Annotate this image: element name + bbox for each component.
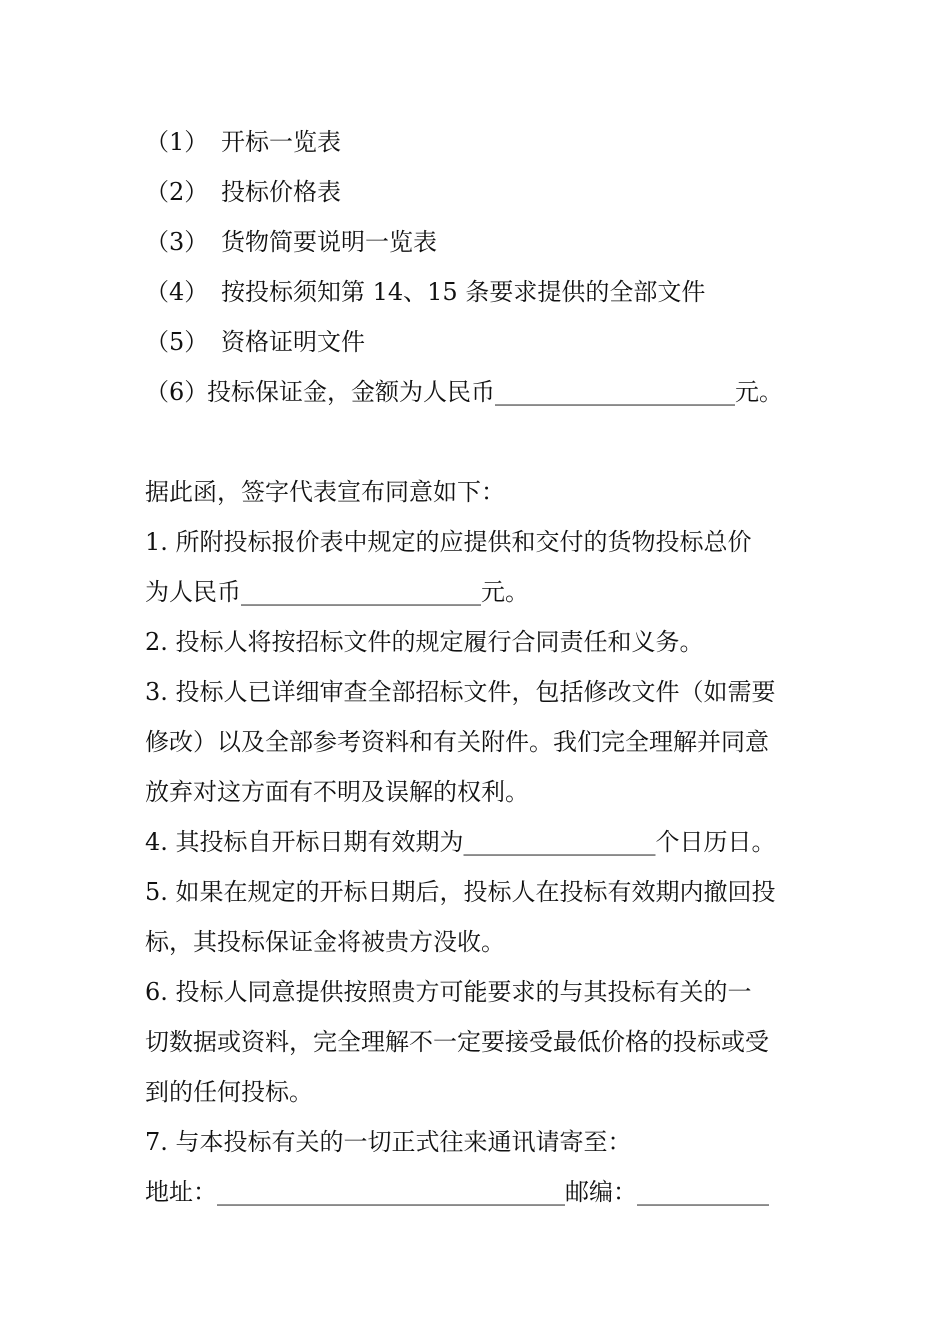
clause-3-line-3: 放弃对这方面有不明及误解的权利。 bbox=[145, 778, 529, 806]
clause-6-line-2: 切数据或资料，完全理解不一定要接受最低价格的投标或受 bbox=[145, 1028, 769, 1056]
deposit-amount-blank[interactable]: ____________________ bbox=[495, 378, 735, 406]
clause-6-line-3: 到的任何投标。 bbox=[145, 1078, 313, 1106]
postcode-blank[interactable]: ___________ bbox=[637, 1178, 769, 1206]
clause-5-line-2: 标，其投标保证金将被贵方没收。 bbox=[145, 928, 505, 956]
clause-3-line-1: 3. 投标人已详细审查全部招标文件，包括修改文件（如需要 bbox=[145, 678, 776, 706]
intro-paragraph: 据此函，签字代表宣布同意如下： bbox=[145, 478, 505, 506]
clause-3-line-2: 修改）以及全部参考资料和有关附件。我们完全理解并同意 bbox=[145, 728, 769, 756]
clause-1-line-1: 1. 所附投标报价表中规定的应提供和交付的货物投标总价 bbox=[145, 528, 752, 556]
attachment-item-4: （4） 按投标须知第 14、15 条要求提供的全部文件 bbox=[145, 278, 706, 306]
clause-2: 2. 投标人将按招标文件的规定履行合同责任和义务。 bbox=[145, 628, 704, 656]
total-price-blank[interactable]: ____________________ bbox=[241, 578, 481, 606]
clause-4: 4. 其投标自开标日期有效期为________________个日历日。 bbox=[145, 828, 776, 856]
clause-5-line-1: 5. 如果在规定的开标日期后，投标人在投标有效期内撤回投 bbox=[145, 878, 776, 906]
clause-7: 7. 与本投标有关的一切正式往来通讯请寄至： bbox=[145, 1128, 632, 1156]
attachment-item-2: （2） 投标价格表 bbox=[145, 178, 341, 206]
attachment-item-1: （1） 开标一览表 bbox=[145, 128, 341, 156]
clause-1-line-2: 为人民币____________________元。 bbox=[145, 578, 529, 606]
attachment-item-5: （5） 资格证明文件 bbox=[145, 328, 365, 356]
attachment-item-6-deposit: （6）投标保证金，金额为人民币____________________元。 bbox=[145, 378, 783, 406]
address-blank[interactable]: _____________________________ bbox=[217, 1178, 565, 1206]
validity-days-blank[interactable]: ________________ bbox=[463, 828, 656, 856]
attachment-item-3: （3） 货物简要说明一览表 bbox=[145, 228, 437, 256]
clause-6-line-1: 6. 投标人同意提供按照贵方可能要求的与其投标有关的一 bbox=[145, 978, 752, 1006]
address-line: 地址：_____________________________邮编：___________ bbox=[145, 1178, 769, 1206]
